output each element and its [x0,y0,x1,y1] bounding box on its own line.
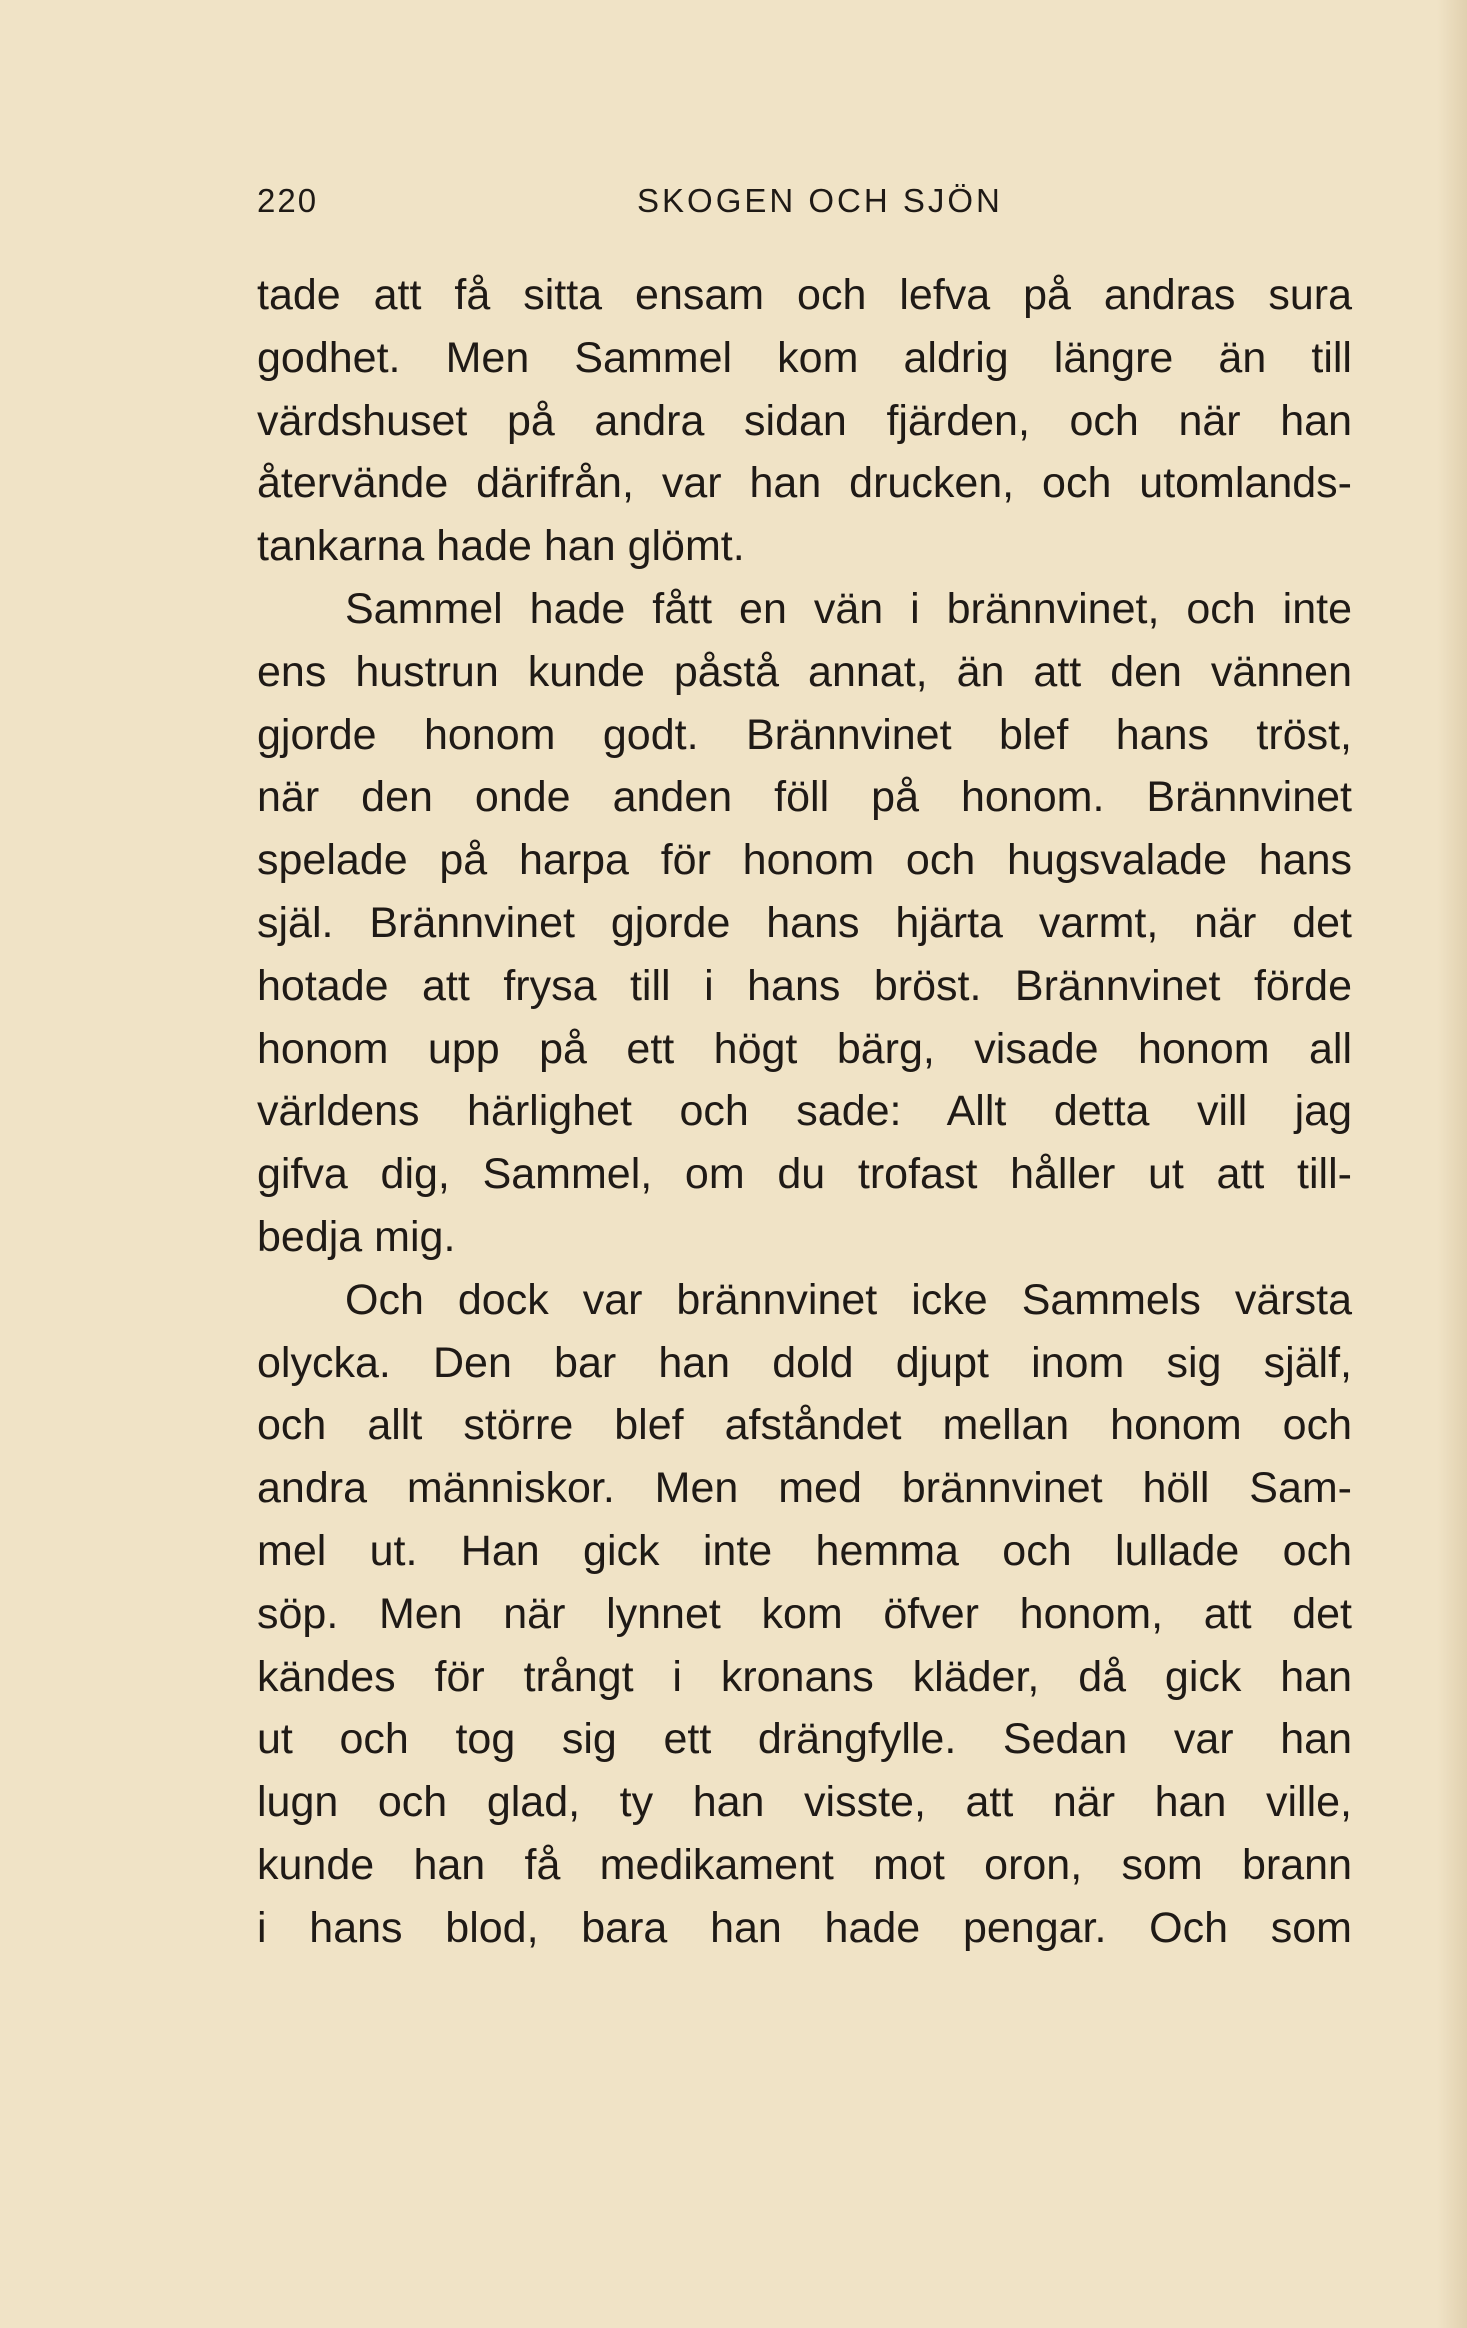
text-line: när den onde anden föll på honom. Brännvinet [257,773,1352,822]
page-number: 220 [257,182,319,219]
page-edge-shadow [1437,0,1467,2328]
running-head: SKOGEN OCH SJÖN [637,182,1003,219]
page-header [257,182,1352,232]
text-line: gjorde honom godt. Brännvinet blef hans tröst, [257,710,1352,759]
text-line: godhet. Men Sammel kom aldrig längre än till [257,333,1352,382]
text-line: andra människor. Men med brännvinet höll Sam- [257,1464,1352,1513]
text-line: honom upp på ett högt bärg, visade honom all [257,1024,1352,1073]
body-text [257,264,1352,1960]
text-line: själ. Brännvinet gjorde hans hjärta varmt, när det [257,898,1352,947]
text-line: söp. Men när lynnet kom öfver honom, att det [257,1589,1352,1638]
text-line: i hans blod, bara han hade pengar. Och som [257,1903,1352,1952]
text-line: och allt större blef afståndet mellan honom och [257,1401,1352,1450]
text-line: tankarna hade han glömt. [257,522,745,571]
text-line: olycka. Den bar han dold djupt inom sig själf, [257,1338,1352,1387]
text-line: Sammel hade fått en vän i brännvinet, och inte [345,584,1352,633]
text-line: tade att få sitta ensam och lefva på andras sura [257,271,1352,319]
text-line: kunde han få medikament mot oron, som brann [257,1840,1352,1889]
text-line: hotade att frysa till i hans bröst. Brännvinet förde [257,961,1352,1010]
text-line: Och dock var brännvinet icke Sammels värsta [345,1275,1352,1324]
text-line: ut och tog sig ett drängfylle. Sedan var han [257,1715,1352,1764]
text-line: gifva dig, Sammel, om du trofast håller ut att till- [257,1150,1352,1199]
text-line: ens hustrun kunde påstå annat, än att den vännen [257,647,1352,696]
text-line: bedja mig. [257,1212,456,1261]
text-line: mel ut. Han gick inte hemma och lullade och [257,1526,1352,1575]
text-line: spelade på harpa för honom och hugsvalade hans [257,836,1352,885]
text-line: värdshuset på andra sidan fjärden, och när han [257,396,1352,445]
text-line: återvände därifrån, var han drucken, och utomlands- [257,459,1352,508]
text-line: världens härlighet och sade: Allt detta vill jag [257,1087,1352,1136]
text-line: kändes för trångt i kronans kläder, då gick han [257,1652,1352,1701]
text-line: lugn och glad, ty han visste, att när han ville, [257,1778,1352,1827]
